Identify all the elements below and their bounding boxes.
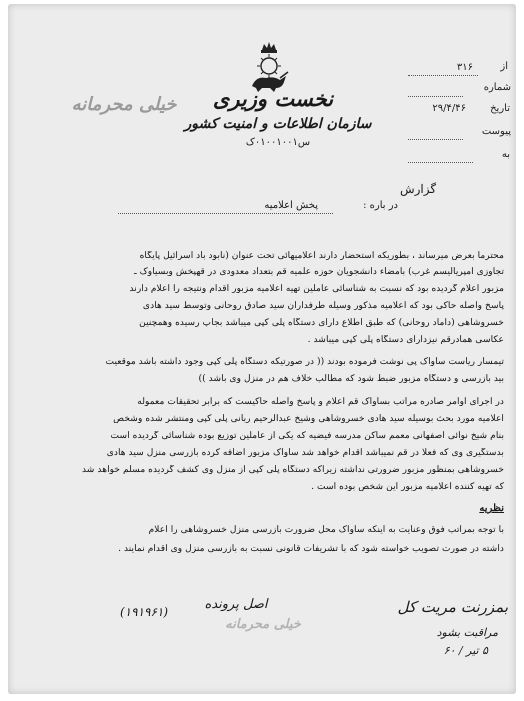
body-line: خسروشاهی بمنظور مزبور ضرورتی نداشته زیراکه دستگاه پلی کپی از منزل وی کشف گردیده مسلم خواهد شد	[81, 465, 504, 475]
attachment-underline	[408, 139, 463, 140]
body-line: اعلامیه مورد بحث بوسیله سید هادی خسروشاهی وشیخ عبدالرحیم ربانی پلی کپی ومنتشر شده وشخص	[113, 414, 504, 424]
ministry-title: نخست وزیری	[212, 86, 334, 111]
body-line: مزبور اعلام گردیده بود که نسبت به شناسائی عاملین تهیه اعلامیه مزبور اقدام ونتیجه را اعلام دارند	[129, 284, 504, 294]
organization-title: سازمان اطلاعات و امنیت کشور	[184, 116, 372, 132]
opinion-line: با توجه بمراتب فوق وعنایت به اینکه ساواک محل ضرورت بازرسی منزل خسروشاهی را اعلام	[148, 525, 504, 535]
signature-line-1: بمزرنت مریت کل	[397, 598, 508, 616]
handwritten-note: اصل پرونده	[204, 597, 268, 612]
body-line: پاسخ واصله حاکی بود که اعلامیه مذکور وسیله طرفداران سید صادق روحانی وتوسط سید هادی	[142, 301, 504, 311]
date-label: تاریخ	[490, 103, 510, 114]
opinion-line: داشته در صورت تصویب خواسته شود که با تشریفات قانونی نسبت به بازرسی منزل وی اقدام نمایند .	[118, 544, 504, 554]
body-line: بدستگیری وی که فعلا در قم نمیباشد اقدام خواهد شد ساواک مزبور اضافه کرده بازرسی منزل سید هادی	[106, 448, 504, 458]
number-underline	[408, 75, 478, 76]
body-line: خسروشاهی (داماد روحانی) که طبق اطلاع دارای دستگاه پلی کپی میباشد بجاپ رسیده وهمچنین	[139, 318, 504, 328]
signature-line-2: مراقبت بشود	[436, 626, 498, 639]
opinion-heading: نظریه	[479, 503, 504, 514]
report-heading: گزارش	[399, 182, 437, 196]
body-line: بنام شیخ نوائی اصفهانی معمم ساکن مدرسه فیضیه که یکی از عاملین توزیع بوده شناسائی گردیده است	[110, 431, 504, 441]
body-line: عکاسی همادرقم نیزدارای دستگاه پلی کپی میباشد .	[307, 335, 504, 345]
body-line: تجاوزی امپریالیسم غرب) بامضاء دانشجویان حوزه علمیه قم بتعداد معدودی در قهپخش وبسیاوک ـ	[133, 267, 504, 277]
subject-value: پخش اعلامیه	[264, 200, 318, 211]
to-underline	[408, 162, 473, 163]
classification-stamp: خیلی محرمانه	[71, 94, 177, 115]
subject-underline	[118, 213, 333, 214]
shomare-underline	[408, 96, 463, 97]
document-number-value: ۳۱۶	[456, 62, 473, 73]
subject-label: در باره :	[363, 200, 398, 211]
shomare-label: شماره	[483, 82, 511, 93]
body-line: تیمسار ریاست ساواک پی نوشت فرموده بودند (( در صورتیکه دستگاه پلی کپی وجود داشته باشد موقعیت	[105, 357, 504, 367]
document-number-label: از	[500, 61, 508, 72]
handwritten-date: (۱۹۱۹۶۱)	[120, 605, 169, 619]
reference-code: س۰۱۰۰۱۰۰۱ک	[245, 137, 311, 148]
signature-line-3: ۵ تیر / ۶۰	[443, 644, 488, 657]
to-label: به	[501, 149, 510, 160]
document-page	[8, 4, 516, 694]
body-line: محترما بعرض میرساند ، بطوریکه استحضار دارند اعلامیهائی تحت عنوان (نابود باد اسرائیل پایگاه	[139, 251, 504, 261]
date-value: ۲۹/۴/۴۶	[432, 103, 466, 114]
faded-bottom-stamp: خیلی محرمانه	[225, 617, 301, 632]
attachment-label: پیوست	[481, 126, 511, 137]
body-line: بید بازرسی و دستگاه مزبور ضبط شود که مطالب خلاف هم در منزل وی باشد ))	[198, 374, 504, 384]
body-line: که تهیه کننده اعلامیه مزبور این شخص بوده است .	[311, 482, 504, 492]
body-line: در اجرای اوامر صادره مراتب بساواک قم اعلام و پاسخ واصله حاکیست که برابر تحقیقات معموله	[137, 397, 504, 407]
